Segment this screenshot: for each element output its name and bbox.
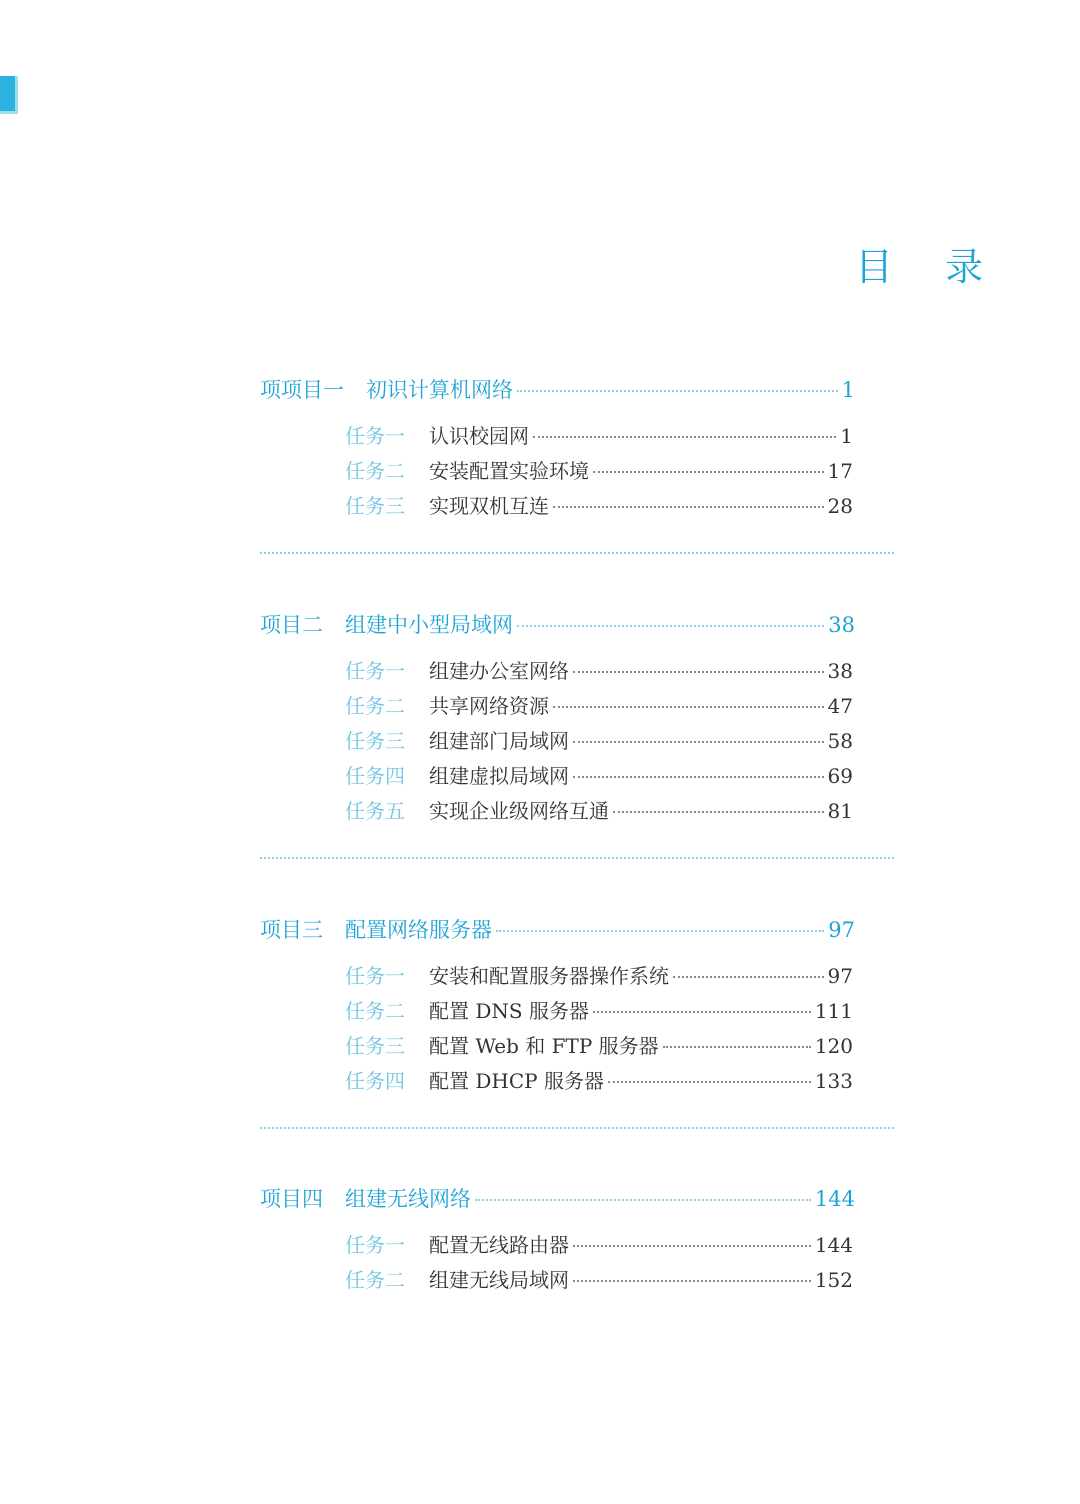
leader-dots [533, 436, 836, 438]
task-entry[interactable] [345, 420, 853, 455]
project-section [260, 609, 894, 830]
task-title: 安装配置实验环境 [429, 459, 589, 483]
task-list [260, 420, 894, 525]
task-list [260, 655, 894, 830]
project-page: 38 [828, 613, 855, 637]
task-number: 任务二 [345, 999, 405, 1023]
task-number: 任务二 [345, 1268, 405, 1292]
section-divider [260, 1127, 894, 1129]
project-title: 配置网络服务器 [345, 918, 492, 942]
task-number: 任务五 [345, 799, 405, 823]
leader-dots [553, 706, 824, 708]
project-section [260, 374, 894, 525]
project-page: 97 [828, 918, 855, 942]
leader-dots [496, 930, 824, 932]
project-page: 144 [814, 1187, 855, 1211]
project-entry[interactable] [260, 914, 855, 948]
leader-dots [593, 1011, 811, 1013]
task-number: 任务一 [345, 964, 405, 988]
leader-dots [663, 1046, 811, 1048]
task-title: 组建虚拟局域网 [429, 764, 569, 788]
project-entry[interactable] [260, 374, 855, 408]
task-page: 111 [814, 999, 853, 1023]
section-divider [260, 857, 894, 859]
task-entry[interactable] [345, 995, 853, 1030]
task-list [260, 1229, 894, 1299]
task-list [260, 960, 894, 1100]
task-number: 任务三 [345, 1034, 405, 1058]
task-page: 38 [827, 659, 853, 683]
task-entry[interactable] [345, 1264, 853, 1299]
leader-dots [573, 1280, 811, 1282]
task-number: 任务四 [345, 1069, 405, 1093]
project-number: 项目四 [260, 1187, 323, 1211]
task-page: 69 [827, 764, 853, 788]
task-entry[interactable] [345, 490, 853, 525]
task-page: 28 [827, 494, 853, 518]
task-page: 97 [827, 964, 853, 988]
section-divider [260, 552, 894, 554]
project-page: 1 [841, 378, 855, 402]
task-page: 47 [827, 694, 853, 718]
project-title: 初识计算机网络 [366, 378, 513, 402]
task-number: 任务四 [345, 764, 405, 788]
leader-dots [673, 976, 824, 978]
task-page: 1 [840, 424, 853, 448]
task-page: 144 [814, 1233, 853, 1257]
leader-dots [573, 1245, 811, 1247]
leader-dots [517, 390, 838, 392]
task-entry[interactable] [345, 725, 853, 760]
task-entry[interactable] [345, 960, 853, 995]
project-section [260, 1183, 894, 1299]
task-title: 实现双机互连 [429, 494, 549, 518]
leader-dots [573, 741, 824, 743]
task-entry[interactable] [345, 655, 853, 690]
task-entry[interactable] [345, 1065, 853, 1100]
project-number: 项目二 [260, 613, 323, 637]
task-number: 任务一 [345, 424, 405, 448]
task-number: 任务三 [345, 494, 405, 518]
task-number: 任务一 [345, 1233, 405, 1257]
leader-dots [608, 1081, 811, 1083]
leader-dots [593, 471, 824, 473]
task-page: 17 [827, 459, 853, 483]
leader-dots [573, 671, 824, 673]
project-title: 组建无线网络 [345, 1187, 471, 1211]
task-title: 配置 DNS 服务器 [429, 999, 589, 1023]
task-entry[interactable] [345, 760, 853, 795]
task-entry[interactable] [345, 795, 853, 830]
leader-dots [517, 625, 824, 627]
leader-dots [573, 776, 824, 778]
corner-tab-decoration [0, 76, 18, 114]
project-section [260, 914, 894, 1100]
task-page: 133 [814, 1069, 853, 1093]
project-entry[interactable] [260, 609, 855, 643]
task-title: 实现企业级网络互通 [429, 799, 609, 823]
task-title: 共享网络资源 [429, 694, 549, 718]
task-title: 安装和配置服务器操作系统 [429, 964, 669, 988]
task-number: 任务一 [345, 659, 405, 683]
task-number: 任务二 [345, 459, 405, 483]
project-entry[interactable] [260, 1183, 855, 1217]
leader-dots [475, 1199, 811, 1201]
project-number: 项项目一 [260, 378, 344, 402]
task-page: 152 [814, 1268, 853, 1292]
task-page: 58 [827, 729, 853, 753]
task-entry[interactable] [345, 455, 853, 490]
leader-dots [553, 506, 824, 508]
task-title: 配置 DHCP 服务器 [429, 1069, 604, 1093]
task-entry[interactable] [345, 1030, 853, 1065]
task-number: 任务二 [345, 694, 405, 718]
task-page: 120 [814, 1034, 853, 1058]
task-number: 任务三 [345, 729, 405, 753]
task-title: 配置无线路由器 [429, 1233, 569, 1257]
task-title: 认识校园网 [429, 424, 529, 448]
project-number: 项目三 [260, 918, 323, 942]
task-page: 81 [827, 799, 853, 823]
task-title: 组建部门局域网 [429, 729, 569, 753]
task-title: 组建办公室网络 [429, 659, 569, 683]
project-title: 组建中小型局域网 [345, 613, 513, 637]
task-entry[interactable] [345, 1229, 853, 1264]
leader-dots [613, 811, 824, 813]
task-title: 配置 Web 和 FTP 服务器 [429, 1034, 659, 1058]
page-title: 目 录 [855, 245, 1004, 289]
task-title: 组建无线局域网 [429, 1268, 569, 1292]
task-entry[interactable] [345, 690, 853, 725]
